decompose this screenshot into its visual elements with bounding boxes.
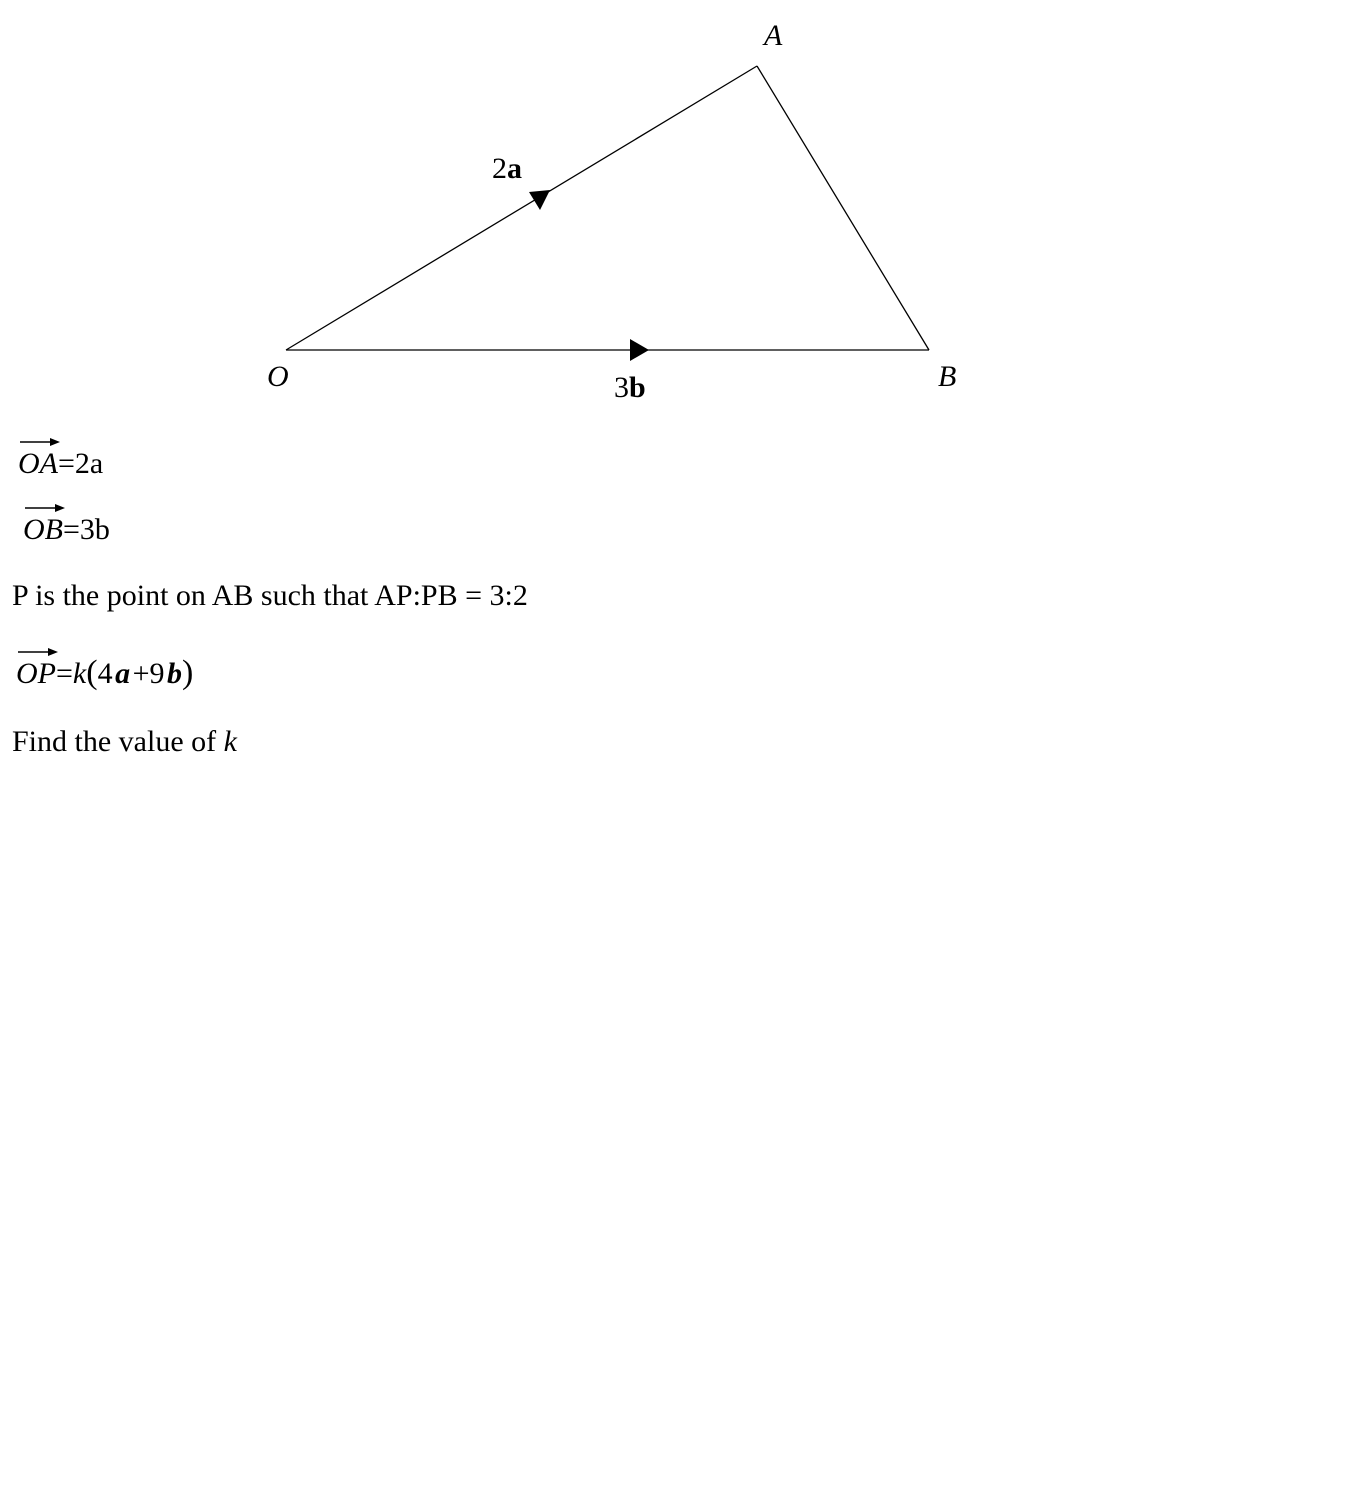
edge-label-3b-vec: b (629, 371, 646, 404)
arrowhead-oa (529, 190, 550, 210)
edge-label-2a-vec: a (507, 152, 522, 185)
triangle-diagram (0, 0, 1360, 420)
equals-sign: = (58, 447, 75, 480)
edge-label-2a (492, 152, 522, 185)
edge-label-2a-coef: 2 (492, 152, 507, 185)
op-vec-b: b (167, 657, 183, 690)
edge-ab (757, 66, 929, 350)
close-paren: ) (182, 654, 194, 691)
statement-oa (18, 446, 103, 482)
statement-op (16, 655, 193, 692)
statement-ob (23, 512, 110, 548)
vector-op-name: OP (16, 657, 56, 690)
vector-ob (23, 512, 63, 548)
question-variable: k (223, 725, 237, 758)
vector-arrow-icon (25, 503, 65, 513)
vector-arrow-icon (20, 437, 60, 447)
op-coef-a: 4 (97, 657, 113, 690)
vector-op (16, 656, 56, 692)
vector-oa (18, 446, 58, 482)
question-text: Find the value of (12, 725, 217, 758)
op-k: k (72, 657, 87, 690)
vector-oa-value: 2a (74, 447, 104, 480)
statement-p-condition: P is the point on AB such that AP:PB = 3:2 (12, 579, 528, 612)
vertex-label-a: A (764, 19, 783, 52)
op-coef-b: 9 (149, 657, 165, 690)
open-paren: ( (86, 654, 98, 691)
arrowhead-ob (630, 339, 649, 361)
vertex-label-o: O (267, 360, 289, 393)
vertex-label-b: B (938, 360, 957, 393)
equals-sign: = (56, 657, 73, 690)
edge-oa (286, 66, 757, 350)
op-vec-a: a (115, 657, 131, 690)
vector-ob-value: 3b (79, 513, 110, 546)
vector-oa-name: OA (18, 447, 58, 480)
op-plus: + (132, 657, 150, 690)
vector-arrow-icon (18, 647, 58, 657)
question (12, 724, 237, 760)
edge-label-3b-coef: 3 (614, 371, 629, 404)
vector-ob-name: OB (23, 513, 63, 546)
equals-sign: = (63, 513, 80, 546)
edge-label-3b (614, 371, 646, 404)
